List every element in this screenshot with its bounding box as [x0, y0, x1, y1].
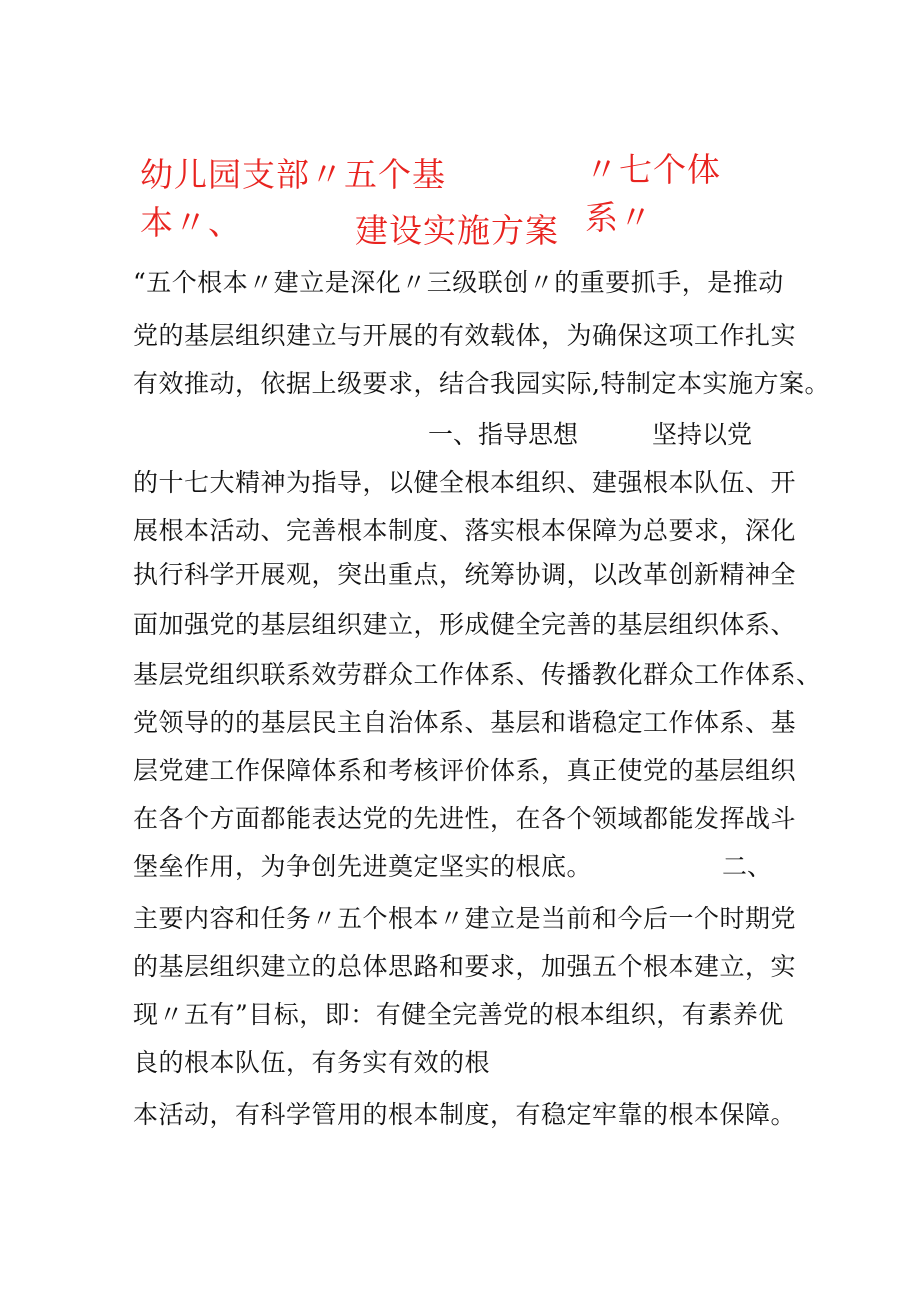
body-line-17: 良的根本队伍，有务实有效的根	[133, 1048, 491, 1077]
title-fragment-4: 建设实施方案	[355, 211, 559, 250]
body-line-13: 堡垒作用，为争创先进奠定坚实的根底。	[133, 852, 593, 881]
body-line-16: 现〃五有”目标，即：有健全完善党的根本组织，有素养优	[133, 1000, 784, 1029]
body-line-6: 展根本活动、完善根本制度、落实根本保障为总要求，深化	[133, 516, 797, 545]
body-line-14: 主要内容和任务〃五个根本〃建立是当前和今后一个时期党	[133, 904, 797, 933]
body-line-3: 有效推动，依据上级要求，结合我园实际,特制定本实施方案。	[133, 369, 830, 398]
title-fragment-2: 〃七个体	[585, 150, 721, 189]
body-line-12: 在各个方面都能表达党的先进性，在各个领域都能发挥战斗	[133, 804, 797, 833]
title-fragment-1: 幼儿园支部〃五个基	[140, 155, 446, 194]
title-fragment-5: 系〃	[585, 198, 653, 237]
body-line-8: 面加强党的基层组织建立，形成健全完善的基层组织体系、	[133, 610, 797, 639]
body-line-1: “五个根本〃建立是深化〃三级联创〃的重要抓手，是推动	[133, 268, 784, 297]
body-line-15: 的基层组织建立的总体思路和要求，加强五个根本建立，实	[133, 952, 797, 981]
body-line-2: 党的基层组织建立与开展的有效载体，为确保这项工作扎实	[133, 321, 797, 350]
section-1-lead: 坚持以党	[652, 420, 753, 449]
section-2-number: 二、	[722, 852, 773, 881]
body-line-18: 本活动，有科学管用的根本制度，有稳定牢靠的根本保障。	[133, 1100, 797, 1129]
body-line-11: 层党建工作保障体系和考核评价体系，真正使党的基层组织	[133, 756, 797, 785]
body-line-7: 执行科学开展观，突出重点，统筹协调，以改革创新精神全	[133, 560, 797, 589]
body-line-5: 的十七大精神为指导，以健全根本组织、建强根本队伍、开	[133, 468, 797, 497]
body-line-10: 党领导的的基层民主自治体系、基层和谐稳定工作体系、基	[133, 708, 797, 737]
title-fragment-3: 本〃、	[140, 203, 242, 242]
section-1-heading: 一、指导思想	[428, 420, 579, 449]
body-line-9: 基层党组织联系效劳群众工作体系、传播教化群众工作体系、	[133, 660, 822, 689]
